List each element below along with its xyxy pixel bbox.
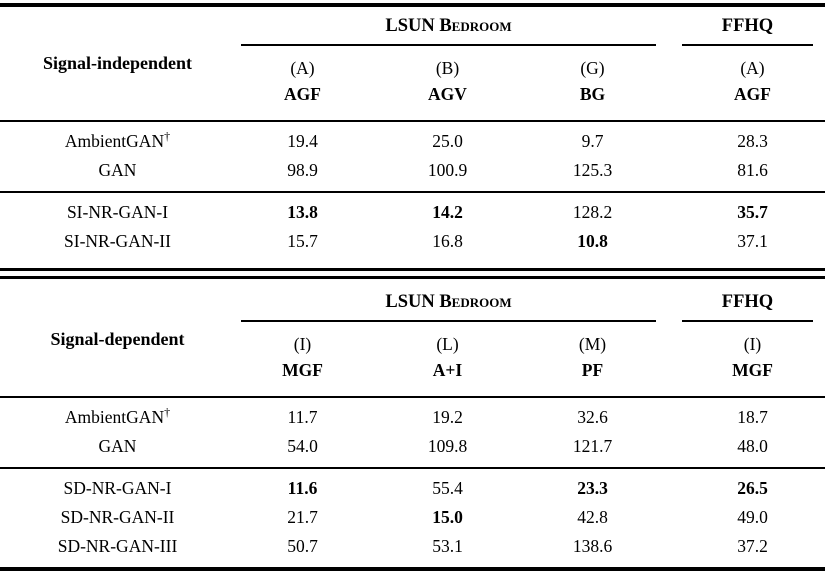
table1-group-lsun-bedroom xyxy=(241,7,656,46)
bottom-rule xyxy=(0,567,825,571)
value-cell: 35.7 xyxy=(737,202,768,222)
table2-section-label: Signal-dependent xyxy=(50,329,185,349)
value-cell: 109.8 xyxy=(427,436,468,456)
value-cell: 125.3 xyxy=(572,160,613,180)
table1-baseline-group xyxy=(0,122,825,191)
value-cell: 11.6 xyxy=(287,478,318,498)
value-cell: 21.7 xyxy=(287,507,318,527)
value-cell: 53.1 xyxy=(432,536,463,556)
table1-group-ffhq xyxy=(682,7,813,46)
table1-col-header-b-agv xyxy=(370,46,525,120)
row-label: SD-NR-GAN-III xyxy=(57,536,178,556)
section-divider-double-rule xyxy=(0,268,825,279)
row-label: GAN xyxy=(98,160,137,180)
value-cell: 26.5 xyxy=(737,478,768,498)
row-label: SI-NR-GAN-I xyxy=(66,202,169,222)
table1-col-header-a-agf xyxy=(235,46,370,120)
value-cell: 25.0 xyxy=(432,131,463,151)
value-cell: 28.3 xyxy=(737,131,768,151)
row-label: GAN xyxy=(98,436,137,456)
value-cell: 32.6 xyxy=(577,407,608,427)
table-row xyxy=(0,474,825,503)
column-code: BG xyxy=(579,84,606,104)
value-cell: 42.8 xyxy=(577,507,608,527)
column-id: (I) xyxy=(743,334,762,354)
table2-col-header-l-ai xyxy=(370,322,525,396)
column-id: (M) xyxy=(578,334,607,354)
value-cell: 50.7 xyxy=(287,536,318,556)
value-cell: 100.9 xyxy=(427,160,468,180)
table-row xyxy=(0,198,825,227)
column-code: PF xyxy=(581,360,604,380)
row-label: SD-NR-GAN-I xyxy=(63,478,172,498)
column-id: (G) xyxy=(580,58,605,78)
table1-header xyxy=(0,7,825,120)
table2-col-header-m-pf xyxy=(525,322,660,396)
column-id: (A) xyxy=(740,58,765,78)
column-id: (L) xyxy=(436,334,459,354)
column-id: (A) xyxy=(290,58,315,78)
row-label: SI-NR-GAN-II xyxy=(64,231,171,251)
row-label: AmbientGAN† xyxy=(64,129,171,151)
table-row xyxy=(0,403,825,432)
column-code: A+I xyxy=(432,360,463,380)
value-cell: 138.6 xyxy=(572,536,613,556)
table1-group-lsun-label: LSUN Bedroom xyxy=(385,16,512,36)
row-label: SD-NR-GAN-II xyxy=(60,507,175,527)
table2-col-header-ffhq-i-mgf xyxy=(680,322,825,396)
value-cell: 81.6 xyxy=(737,160,768,180)
value-cell: 16.8 xyxy=(432,231,463,251)
column-code: MGF xyxy=(732,360,773,380)
value-cell: 15.0 xyxy=(432,507,463,527)
table2-group-lsun-label: LSUN Bedroom xyxy=(385,292,512,312)
value-cell: 23.3 xyxy=(577,478,608,498)
table-row xyxy=(0,532,825,561)
value-cell: 55.4 xyxy=(432,478,463,498)
value-cell: 15.7 xyxy=(287,231,318,251)
table-row xyxy=(0,503,825,532)
table2-col-header-i-mgf xyxy=(235,322,370,396)
dagger-mark: † xyxy=(164,405,171,420)
value-cell: 14.2 xyxy=(432,202,463,222)
column-code: AGF xyxy=(284,84,321,104)
column-id: (I) xyxy=(293,334,312,354)
value-cell: 11.7 xyxy=(287,407,318,427)
table1-proposed-group xyxy=(0,193,825,262)
table2-group-ffhq-label: FFHQ xyxy=(721,292,774,312)
row-label: AmbientGAN† xyxy=(64,405,171,427)
value-cell: 121.7 xyxy=(572,436,613,456)
table1-section-label: Signal-independent xyxy=(42,53,193,73)
column-code: AGF xyxy=(734,84,771,104)
value-cell: 48.0 xyxy=(737,436,768,456)
table2-baseline-group xyxy=(0,398,825,467)
table-row xyxy=(0,432,825,461)
table2-group-lsun-bedroom xyxy=(241,283,656,322)
table-row xyxy=(0,227,825,256)
table1-group-ffhq-label: FFHQ xyxy=(721,16,774,36)
value-cell: 37.1 xyxy=(737,231,768,251)
value-cell: 19.2 xyxy=(432,407,463,427)
table-row xyxy=(0,127,825,156)
value-cell: 19.4 xyxy=(287,131,318,151)
value-cell: 10.8 xyxy=(577,231,608,251)
table2-header xyxy=(0,283,825,396)
column-code: AGV xyxy=(428,84,467,104)
table1-col-header-ffhq-a-agf xyxy=(680,46,825,120)
value-cell: 37.2 xyxy=(737,536,768,556)
dagger-mark: † xyxy=(164,129,171,144)
value-cell: 49.0 xyxy=(737,507,768,527)
table1-col-header-g-bg xyxy=(525,46,660,120)
table-row xyxy=(0,156,825,185)
value-cell: 18.7 xyxy=(737,407,768,427)
value-cell: 13.8 xyxy=(287,202,318,222)
value-cell: 128.2 xyxy=(572,202,613,222)
value-cell: 98.9 xyxy=(287,160,318,180)
column-code: MGF xyxy=(282,360,323,380)
table2-proposed-group xyxy=(0,469,825,567)
value-cell: 9.7 xyxy=(581,131,604,151)
value-cell: 54.0 xyxy=(287,436,318,456)
column-id: (B) xyxy=(435,58,460,78)
table2-group-ffhq xyxy=(682,283,813,322)
